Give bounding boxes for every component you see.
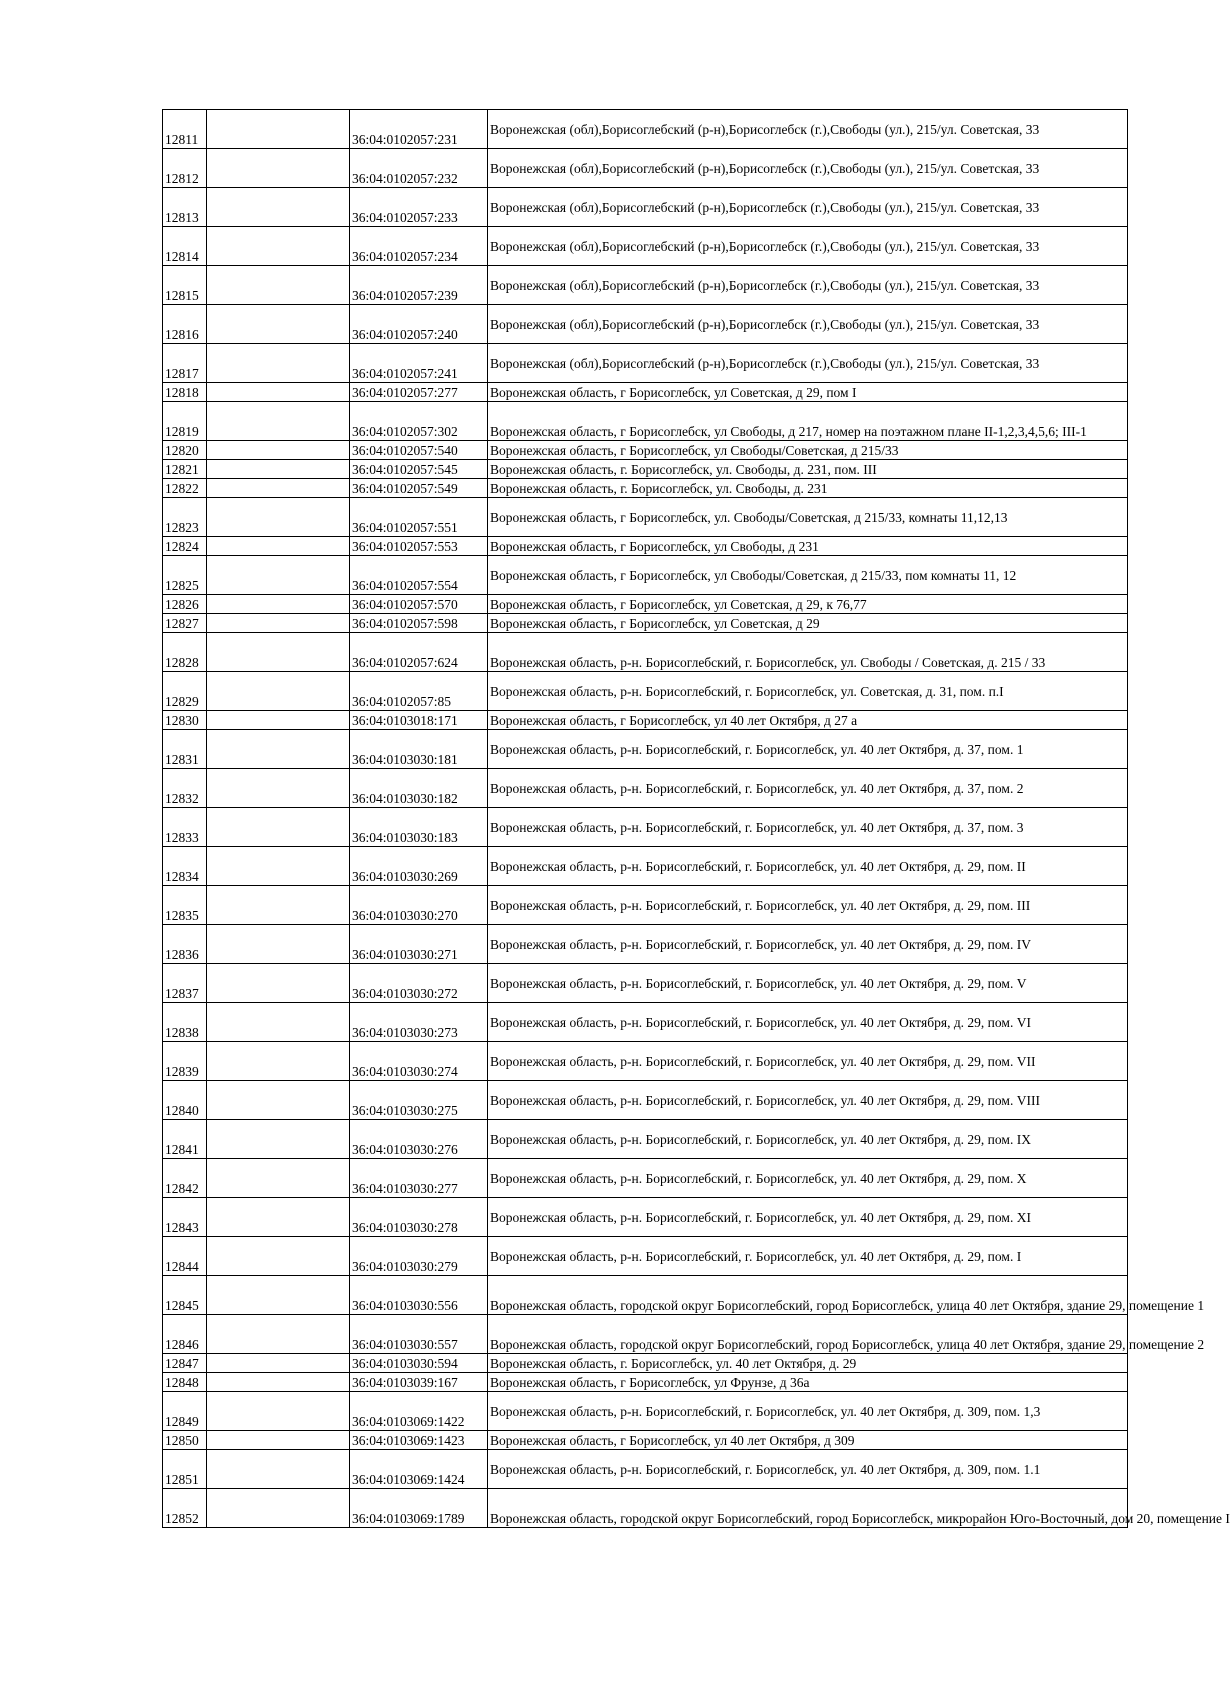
row-number-cell: 12812 bbox=[163, 149, 207, 188]
empty-cell bbox=[207, 479, 350, 498]
cadastral-number-cell: 36:04:0103030:556 bbox=[350, 1276, 488, 1315]
cadastral-number-cell: 36:04:0102057:233 bbox=[350, 188, 488, 227]
row-number-cell: 12837 bbox=[163, 964, 207, 1003]
empty-cell bbox=[207, 460, 350, 479]
row-number-cell: 12851 bbox=[163, 1450, 207, 1489]
empty-cell bbox=[207, 1315, 350, 1354]
row-number-cell: 12845 bbox=[163, 1276, 207, 1315]
table-row bbox=[163, 1159, 1128, 1198]
table-row bbox=[163, 1354, 1128, 1373]
empty-cell bbox=[207, 1120, 350, 1159]
row-number-cell: 12822 bbox=[163, 479, 207, 498]
empty-cell bbox=[207, 402, 350, 441]
table-row bbox=[163, 1003, 1128, 1042]
row-number-cell: 12832 bbox=[163, 769, 207, 808]
empty-cell bbox=[207, 595, 350, 614]
address-cell: Воронежская (обл),Борисоглебский (р-н),Борисоглебск (г.),Свободы (ул.), 215/ул. Советская, 33 bbox=[488, 344, 1128, 383]
cadastral-number-cell: 36:04:0103030:277 bbox=[350, 1159, 488, 1198]
table-row bbox=[163, 402, 1128, 441]
empty-cell bbox=[207, 110, 350, 149]
empty-cell bbox=[207, 1373, 350, 1392]
cadastral-number-cell: 36:04:0103069:1424 bbox=[350, 1450, 488, 1489]
cadastral-number-cell: 36:04:0102057:277 bbox=[350, 383, 488, 402]
address-cell: Воронежская область, г Борисоглебск, ул Фрунзе, д 36а bbox=[488, 1373, 1128, 1392]
table-row bbox=[163, 1431, 1128, 1450]
table-row bbox=[163, 1392, 1128, 1431]
row-number-cell: 12818 bbox=[163, 383, 207, 402]
cadastral-number-cell: 36:04:0103030:269 bbox=[350, 847, 488, 886]
empty-cell bbox=[207, 1198, 350, 1237]
row-number-cell: 12848 bbox=[163, 1373, 207, 1392]
cadastral-number-cell: 36:04:0103039:167 bbox=[350, 1373, 488, 1392]
cadastral-number-cell: 36:04:0103030:182 bbox=[350, 769, 488, 808]
table-row bbox=[163, 1042, 1128, 1081]
row-number-cell: 12833 bbox=[163, 808, 207, 847]
row-number-cell: 12828 bbox=[163, 633, 207, 672]
table-row bbox=[163, 556, 1128, 595]
address-cell: Воронежская область, г Борисоглебск, ул Советская, д 29 bbox=[488, 614, 1128, 633]
row-number-cell: 12811 bbox=[163, 110, 207, 149]
row-number-cell: 12827 bbox=[163, 614, 207, 633]
table-row bbox=[163, 498, 1128, 537]
address-cell: Воронежская (обл),Борисоглебский (р-н),Борисоглебск (г.),Свободы (ул.), 215/ул. Советская, 33 bbox=[488, 188, 1128, 227]
address-cell: Воронежская (обл),Борисоглебский (р-н),Борисоглебск (г.),Свободы (ул.), 215/ул. Советская, 33 bbox=[488, 149, 1128, 188]
table-row bbox=[163, 633, 1128, 672]
empty-cell bbox=[207, 1159, 350, 1198]
address-cell: Воронежская область, г Борисоглебск, ул 40 лет Октября, д 309 bbox=[488, 1431, 1128, 1450]
registry-table bbox=[162, 109, 1230, 1528]
cadastral-number-cell: 36:04:0103030:181 bbox=[350, 730, 488, 769]
cadastral-number-cell: 36:04:0103030:271 bbox=[350, 925, 488, 964]
cadastral-number-cell: 36:04:0102057:540 bbox=[350, 441, 488, 460]
table-row bbox=[163, 1198, 1128, 1237]
address-cell: Воронежская область, р-н. Борисоглебский, г. Борисоглебск, ул. 40 лет Октября, д. 29, пом. VIII bbox=[488, 1081, 1128, 1120]
address-cell: Воронежская (обл),Борисоглебский (р-н),Борисоглебск (г.),Свободы (ул.), 215/ул. Советская, 33 bbox=[488, 266, 1128, 305]
address-cell: Воронежская область, р-н. Борисоглебский, г. Борисоглебск, ул. 40 лет Октября, д. 29, пом. VI bbox=[488, 1003, 1128, 1042]
address-cell: Воронежская область, г. Борисоглебск, ул. Свободы, д. 231 bbox=[488, 479, 1128, 498]
cadastral-number-cell: 36:04:0102057:570 bbox=[350, 595, 488, 614]
row-number-cell: 12823 bbox=[163, 498, 207, 537]
table-row bbox=[163, 672, 1128, 711]
empty-cell bbox=[207, 730, 350, 769]
address-cell: Воронежская область, р-н. Борисоглебский, г. Борисоглебск, ул. Свободы / Советская, д. 215 / 33 bbox=[488, 633, 1128, 672]
empty-cell bbox=[207, 188, 350, 227]
address-cell: Воронежская область, г Борисоглебск, ул Свободы, д 217, номер на поэтажном плане II-1,2,3,4,5,6; III-1 bbox=[488, 402, 1128, 441]
address-cell: Воронежская область, г Борисоглебск, ул 40 лет Октября, д 27 а bbox=[488, 711, 1128, 730]
address-cell: Воронежская область, г Борисоглебск, ул Свободы, д 231 bbox=[488, 537, 1128, 556]
cadastral-number-cell: 36:04:0103030:270 bbox=[350, 886, 488, 925]
empty-cell bbox=[207, 1489, 350, 1528]
row-number-cell: 12816 bbox=[163, 305, 207, 344]
cadastral-number-cell: 36:04:0102057:549 bbox=[350, 479, 488, 498]
row-number-cell: 12844 bbox=[163, 1237, 207, 1276]
address-cell: Воронежская область, р-н. Борисоглебский, г. Борисоглебск, ул. 40 лет Октября, д. 29, пом. II bbox=[488, 847, 1128, 886]
row-number-cell: 12829 bbox=[163, 672, 207, 711]
row-number-cell: 12824 bbox=[163, 537, 207, 556]
empty-cell bbox=[207, 556, 350, 595]
table-row bbox=[163, 595, 1128, 614]
table-row bbox=[163, 383, 1128, 402]
cadastral-number-cell: 36:04:0103030:183 bbox=[350, 808, 488, 847]
cadastral-number-cell: 36:04:0102057:553 bbox=[350, 537, 488, 556]
table-row bbox=[163, 460, 1128, 479]
table-row bbox=[163, 1081, 1128, 1120]
cadastral-number-cell: 36:04:0102057:234 bbox=[350, 227, 488, 266]
cadastral-number-cell: 36:04:0102057:624 bbox=[350, 633, 488, 672]
empty-cell bbox=[207, 614, 350, 633]
cadastral-number-cell: 36:04:0103069:1422 bbox=[350, 1392, 488, 1431]
row-number-cell: 12852 bbox=[163, 1489, 207, 1528]
cadastral-number-cell: 36:04:0103030:275 bbox=[350, 1081, 488, 1120]
row-number-cell: 12834 bbox=[163, 847, 207, 886]
row-number-cell: 12826 bbox=[163, 595, 207, 614]
table-row bbox=[163, 227, 1128, 266]
table-row bbox=[163, 1373, 1128, 1392]
registry-sheet bbox=[162, 109, 1230, 1528]
table-row bbox=[163, 1237, 1128, 1276]
empty-cell bbox=[207, 1450, 350, 1489]
address-cell: Воронежская область, г Борисоглебск, ул Советская, д 29, пом I bbox=[488, 383, 1128, 402]
empty-cell bbox=[207, 769, 350, 808]
empty-cell bbox=[207, 1354, 350, 1373]
cadastral-number-cell: 36:04:0102057:232 bbox=[350, 149, 488, 188]
cadastral-number-cell: 36:04:0103030:274 bbox=[350, 1042, 488, 1081]
table-row bbox=[163, 188, 1128, 227]
row-number-cell: 12847 bbox=[163, 1354, 207, 1373]
address-cell: Воронежская область, р-н. Борисоглебский, г. Борисоглебск, ул. 40 лет Октября, д. 37, пом. 1 bbox=[488, 730, 1128, 769]
table-row bbox=[163, 964, 1128, 1003]
address-cell: Воронежская (обл),Борисоглебский (р-н),Борисоглебск (г.),Свободы (ул.), 215/ул. Советская, 33 bbox=[488, 305, 1128, 344]
address-cell: Воронежская (обл),Борисоглебский (р-н),Борисоглебск (г.),Свободы (ул.), 215/ул. Советская, 33 bbox=[488, 227, 1128, 266]
table-row bbox=[163, 344, 1128, 383]
row-number-cell: 12846 bbox=[163, 1315, 207, 1354]
empty-cell bbox=[207, 672, 350, 711]
table-row bbox=[163, 305, 1128, 344]
row-number-cell: 12815 bbox=[163, 266, 207, 305]
address-cell: Воронежская область, г. Борисоглебск, ул. 40 лет Октября, д. 29 bbox=[488, 1354, 1128, 1373]
cadastral-number-cell: 36:04:0103069:1789 bbox=[350, 1489, 488, 1528]
address-cell: Воронежская область, р-н. Борисоглебский, г. Борисоглебск, ул. 40 лет Октября, д. 29, пом. I bbox=[488, 1237, 1128, 1276]
row-number-cell: 12842 bbox=[163, 1159, 207, 1198]
empty-cell bbox=[207, 266, 350, 305]
empty-cell bbox=[207, 305, 350, 344]
table-row bbox=[163, 711, 1128, 730]
address-cell: Воронежская область, р-н. Борисоглебский, г. Борисоглебск, ул. 40 лет Октября, д. 29, пом. IV bbox=[488, 925, 1128, 964]
empty-cell bbox=[207, 441, 350, 460]
registry-body bbox=[163, 110, 1230, 1528]
cadastral-number-cell: 36:04:0103030:276 bbox=[350, 1120, 488, 1159]
table-row bbox=[163, 1315, 1128, 1354]
empty-cell bbox=[207, 227, 350, 266]
cadastral-number-cell: 36:04:0102057:240 bbox=[350, 305, 488, 344]
table-row bbox=[163, 1120, 1128, 1159]
table-row bbox=[163, 886, 1128, 925]
address-cell: Воронежская область, р-н. Борисоглебский, г. Борисоглебск, ул. 40 лет Октября, д. 29, пом. IX bbox=[488, 1120, 1128, 1159]
table-row bbox=[163, 266, 1128, 305]
empty-cell bbox=[207, 498, 350, 537]
table-row bbox=[163, 769, 1128, 808]
row-number-cell: 12838 bbox=[163, 1003, 207, 1042]
empty-cell bbox=[207, 1431, 350, 1450]
empty-cell bbox=[207, 1276, 350, 1315]
empty-cell bbox=[207, 633, 350, 672]
table-row bbox=[163, 1276, 1128, 1315]
address-cell: Воронежская область, г Борисоглебск, ул Свободы/Советская, д 215/33 bbox=[488, 441, 1128, 460]
address-cell: Воронежская область, р-н. Борисоглебский, г. Борисоглебск, ул. 40 лет Октября, д. 29, пом. X bbox=[488, 1159, 1128, 1198]
row-number-cell: 12840 bbox=[163, 1081, 207, 1120]
cadastral-number-cell: 36:04:0102057:241 bbox=[350, 344, 488, 383]
address-cell: Воронежская область, р-н. Борисоглебский, г. Борисоглебск, ул. 40 лет Октября, д. 29, пом. XI bbox=[488, 1198, 1128, 1237]
cadastral-number-cell: 36:04:0102057:231 bbox=[350, 110, 488, 149]
empty-cell bbox=[207, 383, 350, 402]
table-row bbox=[163, 730, 1128, 769]
empty-cell bbox=[207, 537, 350, 556]
row-number-cell: 12813 bbox=[163, 188, 207, 227]
row-number-cell: 12817 bbox=[163, 344, 207, 383]
row-number-cell: 12814 bbox=[163, 227, 207, 266]
empty-cell bbox=[207, 1392, 350, 1431]
row-number-cell: 12821 bbox=[163, 460, 207, 479]
row-number-cell: 12843 bbox=[163, 1198, 207, 1237]
address-cell: Воронежская область, городской округ Борисоглебский, город Борисоглебск, микрорайон Юго-Восточный, дом 20, помещение I bbox=[488, 1489, 1128, 1528]
row-number-cell: 12836 bbox=[163, 925, 207, 964]
row-number-cell: 12835 bbox=[163, 886, 207, 925]
row-number-cell: 12830 bbox=[163, 711, 207, 730]
empty-cell bbox=[207, 344, 350, 383]
row-number-cell: 12849 bbox=[163, 1392, 207, 1431]
table-row bbox=[163, 614, 1128, 633]
cadastral-number-cell: 36:04:0102057:598 bbox=[350, 614, 488, 633]
row-number-cell: 12820 bbox=[163, 441, 207, 460]
cadastral-number-cell: 36:04:0103069:1423 bbox=[350, 1431, 488, 1450]
empty-cell bbox=[207, 1042, 350, 1081]
address-cell: Воронежская область, р-н. Борисоглебский, г. Борисоглебск, ул. 40 лет Октября, д. 309, пом. 1,3 bbox=[488, 1392, 1128, 1431]
cadastral-number-cell: 36:04:0103030:279 bbox=[350, 1237, 488, 1276]
address-cell: Воронежская область, р-н. Борисоглебский, г. Борисоглебск, ул. 40 лет Октября, д. 29, пом. V bbox=[488, 964, 1128, 1003]
table-row bbox=[163, 808, 1128, 847]
table-row bbox=[163, 479, 1128, 498]
address-cell: Воронежская область, р-н. Борисоглебский, г. Борисоглебск, ул. 40 лет Октября, д. 29, пом. III bbox=[488, 886, 1128, 925]
row-number-cell: 12819 bbox=[163, 402, 207, 441]
cadastral-number-cell: 36:04:0103030:557 bbox=[350, 1315, 488, 1354]
empty-cell bbox=[207, 847, 350, 886]
cadastral-number-cell: 36:04:0103030:272 bbox=[350, 964, 488, 1003]
table-row bbox=[163, 537, 1128, 556]
empty-cell bbox=[207, 1081, 350, 1120]
address-cell: Воронежская область, г Борисоглебск, ул Свободы/Советская, д 215/33, пом комнаты 11, 12 bbox=[488, 556, 1128, 595]
cadastral-number-cell: 36:04:0103030:278 bbox=[350, 1198, 488, 1237]
address-cell: Воронежская область, г Борисоглебск, ул. Свободы/Советская, д 215/33, комнаты 11,12,13 bbox=[488, 498, 1128, 537]
empty-cell bbox=[207, 886, 350, 925]
empty-cell bbox=[207, 925, 350, 964]
address-cell: Воронежская область, р-н. Борисоглебский, г. Борисоглебск, ул. 40 лет Октября, д. 37, пом. 3 bbox=[488, 808, 1128, 847]
empty-cell bbox=[207, 149, 350, 188]
address-cell: Воронежская область, р-н. Борисоглебский, г. Борисоглебск, ул. Советская, д. 31, пом. п.I bbox=[488, 672, 1128, 711]
empty-cell bbox=[207, 711, 350, 730]
empty-cell bbox=[207, 808, 350, 847]
address-cell: Воронежская область, р-н. Борисоглебский, г. Борисоглебск, ул. 40 лет Октября, д. 37, пом. 2 bbox=[488, 769, 1128, 808]
cadastral-number-cell: 36:04:0103030:273 bbox=[350, 1003, 488, 1042]
cadastral-number-cell: 36:04:0103018:171 bbox=[350, 711, 488, 730]
empty-cell bbox=[207, 1237, 350, 1276]
empty-cell bbox=[207, 964, 350, 1003]
address-cell: Воронежская (обл),Борисоглебский (р-н),Борисоглебск (г.),Свободы (ул.), 215/ул. Советская, 33 bbox=[488, 110, 1128, 149]
address-cell: Воронежская область, городской округ Борисоглебский, город Борисоглебск, улица 40 лет Октября, здание 29, помещение 2 bbox=[488, 1315, 1128, 1354]
cadastral-number-cell: 36:04:0102057:239 bbox=[350, 266, 488, 305]
table-row bbox=[163, 441, 1128, 460]
row-number-cell: 12831 bbox=[163, 730, 207, 769]
row-number-cell: 12841 bbox=[163, 1120, 207, 1159]
table-row bbox=[163, 925, 1128, 964]
cadastral-number-cell: 36:04:0102057:551 bbox=[350, 498, 488, 537]
row-number-cell: 12839 bbox=[163, 1042, 207, 1081]
cadastral-number-cell: 36:04:0102057:554 bbox=[350, 556, 488, 595]
table-row bbox=[163, 110, 1128, 149]
address-cell: Воронежская область, г Борисоглебск, ул Советская, д 29, к 76,77 bbox=[488, 595, 1128, 614]
cadastral-number-cell: 36:04:0102057:545 bbox=[350, 460, 488, 479]
cadastral-number-cell: 36:04:0102057:85 bbox=[350, 672, 488, 711]
table-row bbox=[163, 1489, 1128, 1528]
address-cell: Воронежская область, городской округ Борисоглебский, город Борисоглебск, улица 40 лет Октября, здание 29, помещение 1 bbox=[488, 1276, 1128, 1315]
cadastral-number-cell: 36:04:0103030:594 bbox=[350, 1354, 488, 1373]
table-row bbox=[163, 1450, 1128, 1489]
empty-cell bbox=[207, 1003, 350, 1042]
cadastral-number-cell: 36:04:0102057:302 bbox=[350, 402, 488, 441]
address-cell: Воронежская область, р-н. Борисоглебский, г. Борисоглебск, ул. 40 лет Октября, д. 29, пом. VII bbox=[488, 1042, 1128, 1081]
table-row bbox=[163, 149, 1128, 188]
address-cell: Воронежская область, р-н. Борисоглебский, г. Борисоглебск, ул. 40 лет Октября, д. 309, пом. 1.1 bbox=[488, 1450, 1128, 1489]
address-cell: Воронежская область, г. Борисоглебск, ул. Свободы, д. 231, пом. III bbox=[488, 460, 1128, 479]
row-number-cell: 12850 bbox=[163, 1431, 207, 1450]
table-row bbox=[163, 847, 1128, 886]
row-number-cell: 12825 bbox=[163, 556, 207, 595]
